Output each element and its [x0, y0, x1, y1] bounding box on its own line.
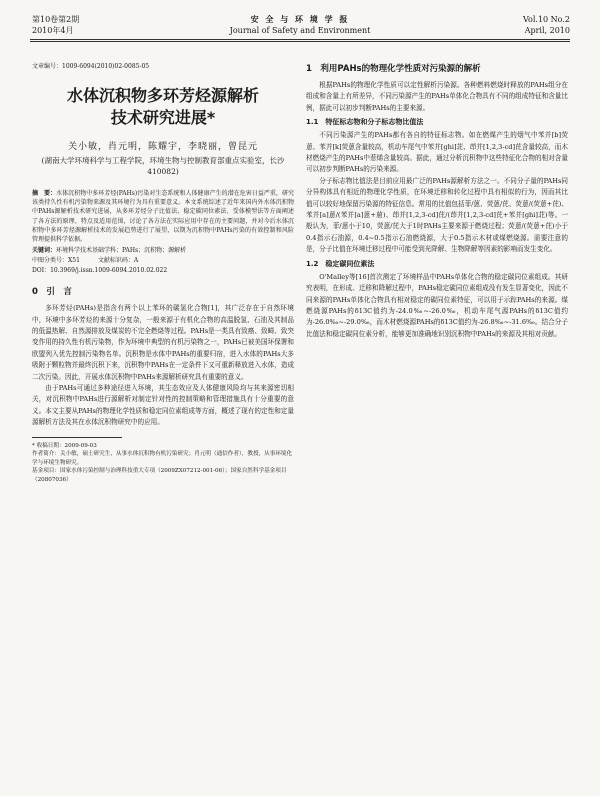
doi: DOI：10.3969/j.issn.1009-6094.2010.02.022 [32, 267, 168, 275]
footnote-received: * 收稿日期：2009-09-03 [32, 442, 97, 449]
abstract-text: 水体沉积物中多环芳烃(PAHs)污染对生态系统和人体健康产生的潜在危害日益严重，研究该类持久性有机污染物来源及其环境行为具有重要意义。本文系统综述了近年来国内外水体沉积物中PAHs源解析技术研究进展，从多环芳烃分子比值法、稳定碳同位素法、受体模型法等方面阐述了各方法的原理、特点及适用范围，讨论了各方法在实际应用中存在的主要问题，并对今后水体沉积物中多环芳烃源解析技术的发展趋势进行了展望，以期为沉积物中PAHs污染的有效控制和风险管理提供科学依据。 [32, 190, 294, 244]
title-line-1: 水体沉积物多环芳烃源解析 [66, 86, 259, 105]
clc-number: 中图分类号：X51 [32, 257, 80, 265]
subsection-heading-1-2: 1.2 稳定碳同位素法 [306, 259, 375, 268]
journal-name-cn: 安 全 与 环 境 学 报 [250, 14, 350, 24]
header-rule-thin [30, 41, 570, 42]
abstract-label: 摘 要： [32, 190, 57, 197]
abstract [32, 189, 294, 244]
issue-date: 2010年4月 [32, 26, 74, 35]
subsection-heading-1-1: 1.1 特征标志物和分子标志物比值法 [306, 118, 424, 127]
issue-volume-en: Vol.10 No.2 [523, 15, 570, 24]
footnote-rule [32, 437, 122, 438]
section-heading-intro: 0 引 言 [32, 287, 72, 298]
right-column [306, 62, 568, 340]
keywords-text: 环境科学技术基础学科；PAHs；沉积物；源解析 [56, 247, 187, 255]
document-code: 文献标识码：A [97, 257, 139, 265]
journal-issue-left [32, 14, 79, 36]
affiliation: (湖南大学环境科学与工程学院，环境生物与控制教育部重点实验室，长沙 410082) [41, 156, 285, 176]
footnote-fund: 基金项目：国家水体污染控制与治理科技重大专项（2009ZX07212-001-06）；国家自然科学基金项目（20807036） [32, 468, 287, 484]
issue-volume: 第10卷第2期 [32, 15, 80, 24]
section-heading-1: 1 利用PAHs的物理化学性质对污染源的解析 [306, 64, 481, 74]
keywords [32, 246, 294, 255]
header-rule [30, 39, 570, 40]
intro-paragraph-2: 由于PAHs可通过多种途径进入环境，其生态效应及人体健康风险均与其来源密切相关，对沉积物中PAHs进行源解析对制定针对性的控制策略和管理措施具有十分重要的意义。本文主要从PAHs的物理化学性质和稳定同位素组成等方面，概述了现有的定性和定量源解析方法及其在水体沉积物研究中的应用。 [32, 384, 294, 427]
section1-1-paragraph-2: 分子标志物比值法是目前应用最广泛的PAHs源解析方法之一。不同分子量的PAHs同分异构体具有相近的物理化学性质，在环境迁移和转化过程中具有相似的行为，因而其比值可以较好地保留污染源的特征信息。常用的比值包括菲/蒽、荧蒽/芘、荧蒽/(荧蒽+芘)、苯并[a]蒽/(苯并[a]蒽+䓛)、茚并[1,2,3-cd]芘/(茚并[1,2,3-cd]芘+苯并[ghi]苝)等。一般认为，菲/蒽小于10，荧蒽/芘大于1时PAHs主要来源于燃烧过程；荧蒽/(荧蒽+芘)小于0.4指示石油源，0.4~0.5指示石油燃烧源，大于0.5指示木材或煤燃烧源。需要注意的是，分子比值在环境迁移过程中可能受到光降解、生物降解等因素的影响而发生变化。 [306, 176, 568, 254]
journal-issue-right [523, 14, 570, 36]
footnote-author: 作者简介：关小敏，硕士研究生，从事水体沉积物有机污染研究；肖元明（通信作者），教授，从事环境化学与环境生物研究。 [32, 451, 293, 466]
title-line-2: 技术研究进展* [110, 108, 216, 127]
section1-2-paragraph-1: O'Malley等[16]首次测定了环境样品中PAHs单体化合物的稳定碳同位素组成。其研究表明，在形成、迁移和降解过程中，PAHs稳定碳同位素组成没有发生显著变化，因此不同来源的PAHs单体化合物具有相对稳定的碳同位素特征，可以用于示踪PAHs的来源。煤燃烧源PAHs的δ13C值约为-24.0‰~-26.0‰，机动车尾气源PAHs的δ13C值约为-26.0‰~-29.0‰，而木材燃烧源PAHs的δ13C值约为-26.8‰~-31.6‰。结合分子比值法和稳定碳同位素分析，能够更加准确地识别沉积物中PAHs的来源及其相对贡献。 [306, 272, 568, 338]
article-number: 文章编号：1009-6094(2010)02-0085-05 [32, 63, 150, 70]
classification [32, 256, 294, 265]
page-title [32, 85, 294, 129]
intro-paragraph-1: 多环芳烃(PAHs)是指含有两个以上苯环的碳氢化合物[1]，其广泛存在于自然环境中，环境中多环芳烃的来源十分复杂，一般来源于有机化合物的高温脱氢、石油及其制品的低温热解、自然源排放及煤炭的不完全燃烧等过程。PAHs是一类具有致癌、致畸、致突变作用的持久性有机污染物，作为环境中典型的有机污染物之一，PAHs已被美国环保署和欧盟列入优先控制污染物名单。沉积物是水体中PAHs的重要归宿，进入水体的PAHs大多吸附于颗粒物并最终沉积下来，沉积物中PAHs在一定条件下又可重新释放进入水体，造成二次污染。因此，开展水体沉积物中PAHs来源解析研究具有重要的意义。 [32, 304, 294, 381]
section1-1-paragraph-1: 不同污染源产生的PAHs都有各自的特征标志物。如在燃煤产生的烟气中苯并[b]荧蒽、苯并[k]荧蒽含量较高，机动车尾气中苯并[ghi]苝、茚并[1,2,3-cd]芘含量较高，而木材燃烧产生的PAHs中惹烯含量较高。据此，通过分析沉积物中这些特征化合物的相对含量可以初步判断PAHs的污染来源。 [306, 131, 568, 174]
issue-date-en: April, 2010 [524, 26, 570, 35]
journal-name [200, 14, 400, 36]
keywords-label: 关键词： [32, 247, 57, 255]
left-column [32, 62, 294, 485]
authors: 关小敏，肖元明，陈耀宇，李晓丽，曾昆元 [67, 142, 258, 152]
section1-paragraph-1: 根据PAHs的物理化学性质可以定性解析污染源。各种燃料燃烧时释放的PAHs组分在组成和含量上有所差异，不同污染源产生的PAHs单体化合物具有不同的组成特征和含量比例，据此可以初步判断PAHs的主要来源。 [306, 81, 568, 112]
journal-name-en: Journal of Safety and Environment [229, 26, 371, 35]
